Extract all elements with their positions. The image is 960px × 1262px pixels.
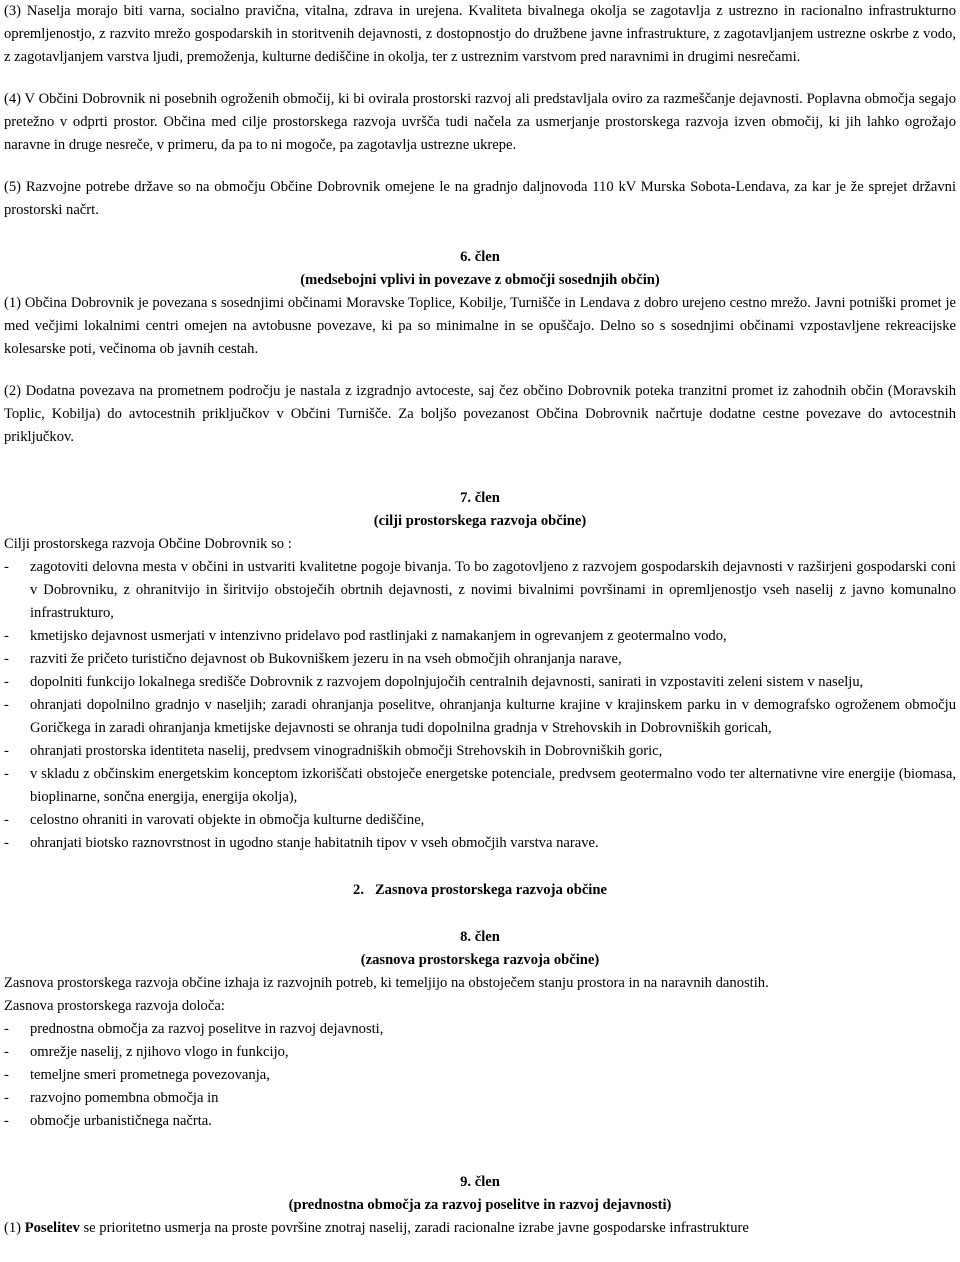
document-page [4, 0, 956, 1240]
list-item: - zagotoviti delovna mesta v občini in ustvariti kvalitetne pogoje bivanja. To bo zagotovljeno z razvojem gospodarskih dejavnosti v razširjeni gospodarski coni v Dobrovniku, z ohranitvijo in širitvijo obstoječih obrtnih dejavnosti, z novimi bivalnimi površinami in opremljenostjo vseh naselij z javno komunalno infrastrukturo, [4, 556, 956, 625]
article-8-title: (zasnova prostorskega razvoja občine) [360, 952, 600, 968]
list-item: - kmetijsko dejavnost usmerjati v intenzivno pridelavo pod rastlinjaki z namakanjem in ogrevanjem z geotermalno vodo, [4, 625, 956, 648]
list-item: - dopolniti funkcijo lokalnega središče Dobrovnik z razvojem dopolnjujočih centralnih dejavnosti, sanirati in vzpostaviti zeleni sistem v naselju, [4, 671, 956, 694]
article-8-paragraph-1: Zasnova prostorskega razvoja občine izhaja iz razvojnih potreb, ki temeljijo na obstoječem stanju prostora in na naravnih danostih. [4, 975, 769, 991]
list-item: - ohranjati prostorska identiteta naselij, predvsem vinogradniških območji Strehovskih in Dobrovniških goric, [4, 740, 956, 763]
list-item: - temeljne smeri prometnega povezovanja, [4, 1064, 956, 1087]
bold-term: Poselitev [24, 1220, 80, 1236]
article-8-paragraph-2: Zasnova prostorskega razvoja določa: [4, 998, 225, 1014]
list-item: - prednostna območja za razvoj poselitve in razvoj dejavnosti, [4, 1018, 956, 1041]
paragraph-4: (4) V Občini Dobrovnik ni posebnih ogroženih območij, ki bi ovirala prostorski razvoj ali predstavljala oviro za razmeščanje dejavnosti. Poplavna območja segajo pretežno v odprti prostor. Občina med cilje prostorskega razvoja uvršča tudi načela za usmerjanje prostorskega razvoja izven območij, ki jih lahko ogrožajo naravne in druge nesreče, v primeru, da pa to ni mogoče, pa zagotavlja ustrezne ukrepe. [4, 91, 956, 153]
article-6-paragraph-1: (1) Občina Dobrovnik je povezana s sosednjimi občinami Moravske Toplice, Kobilje, Turnišče in Lendava z dobro urejeno cestno mrežo. Javni potniški promet je med večjimi lokalnimi centri omejen na avtobusne povezave, ki pa so minimalne in se opuščajo. Delno so s sosednjimi občinami vzpostavljene rekreacijske kolesarske poti, večinoma ob javnih cestah. [4, 295, 956, 357]
list-item: - celostno ohraniti in varovati objekte in območja kulturne dediščine, [4, 809, 956, 832]
list-item: - razviti že pričeto turistično dejavnost ob Bukovniškem jezeru in na vseh območjih ohranjanja narave, [4, 648, 956, 671]
paragraph-5: (5) Razvojne potrebe države so na območju Občine Dobrovnik omejene le na gradnjo daljnovoda 110 kV Murska Sobota-Lendava, za kar je že sprejet državni prostorski načrt. [4, 179, 956, 218]
article-7-number: 7. člen [460, 490, 500, 506]
article-9-number: 9. člen [460, 1174, 500, 1190]
article-6-title: (medsebojni vplivi in povezave z območji sosednjih občin) [300, 272, 660, 288]
article-8-list [4, 1018, 956, 1133]
article-8-number: 8. člen [460, 929, 500, 945]
article-7-list [4, 556, 956, 855]
list-item: - ohranjati biotsko raznovrstnost in ugodno stanje habitatnih tipov v vseh območjih varstva narave. [4, 832, 956, 855]
list-item: - območje urbanističnega načrta. [4, 1110, 956, 1133]
article-9-title: (prednostna območja za razvoj poselitve in razvoj dejavnosti) [288, 1197, 672, 1213]
list-item: - omrežje naselij, z njihovo vlogo in funkcijo, [4, 1041, 956, 1064]
list-item: - ohranjati dopolnilno gradnjo v naseljih; zaradi ohranjanja poselitve, ohranjanja kulturne krajine v krajinskem parku in v demografsko ogroženem območju Goričkega in zaradi ohranjanja kmetijske dejavnosti se ohranja tudi dopolnilna gradnja v Strehovskih in Dobrovniških goricah, [4, 694, 956, 740]
section-2-heading: 2. Zasnova prostorskega razvoja občine [353, 882, 607, 898]
paragraph-3: (3) Naselja morajo biti varna, socialno pravična, vitalna, zdrava in urejena. Kvaliteta bivalnega okolja se zagotavlja z ustrezno in racionalno infrastrukturno opremljenostjo, z razvito mrežo gospodarskih in storitvenih dejavnosti, z dostopnostjo do družbene javne infrastrukture, z zagotavljanjem ustrezne oskrbe z vodo, z zagotavljanjem varstva ljudi, premoženja, kulturne dediščine in okolja, ter z ustreznim varstvom pred naravnimi in drugimi nesrečami. [4, 3, 956, 65]
article-7-title: (cilji prostorskega razvoja občine) [373, 513, 587, 529]
article-7-intro: Cilji prostorskega razvoja Občine Dobrovnik so : [4, 536, 292, 552]
article-9-paragraph-1 [4, 1217, 956, 1240]
paragraph-text: se prioritetno usmerja na proste površine znotraj naselij, zaradi racionalne izrabe javne gospodarske infrastrukture [83, 1220, 749, 1236]
list-item: - razvojno pomembna območja in [4, 1087, 956, 1110]
article-6-number: 6. člen [460, 249, 500, 265]
article-6-paragraph-2: (2) Dodatna povezava na prometnem področju je nastala z izgradnjo avtoceste, saj čez občino Dobrovnik poteka tranzitni promet iz zahodnih občin (Moravskih Toplic, Kobilja) do avtocestnih priključkov v Občini Turnišče. Za boljšo povezanost Občina Dobrovnik načrtuje dodatne cestne povezave do avtocestnih priključkov. [4, 383, 956, 445]
list-item: - v skladu z občinskim energetskim konceptom izkoriščati obstoječe energetske potenciale, predvsem geotermalno vodo ter alternativne vire energije (biomasa, bioplinarne, sončna energija, energija okolja), [4, 763, 956, 809]
paragraph-number: (1) [4, 1220, 22, 1236]
